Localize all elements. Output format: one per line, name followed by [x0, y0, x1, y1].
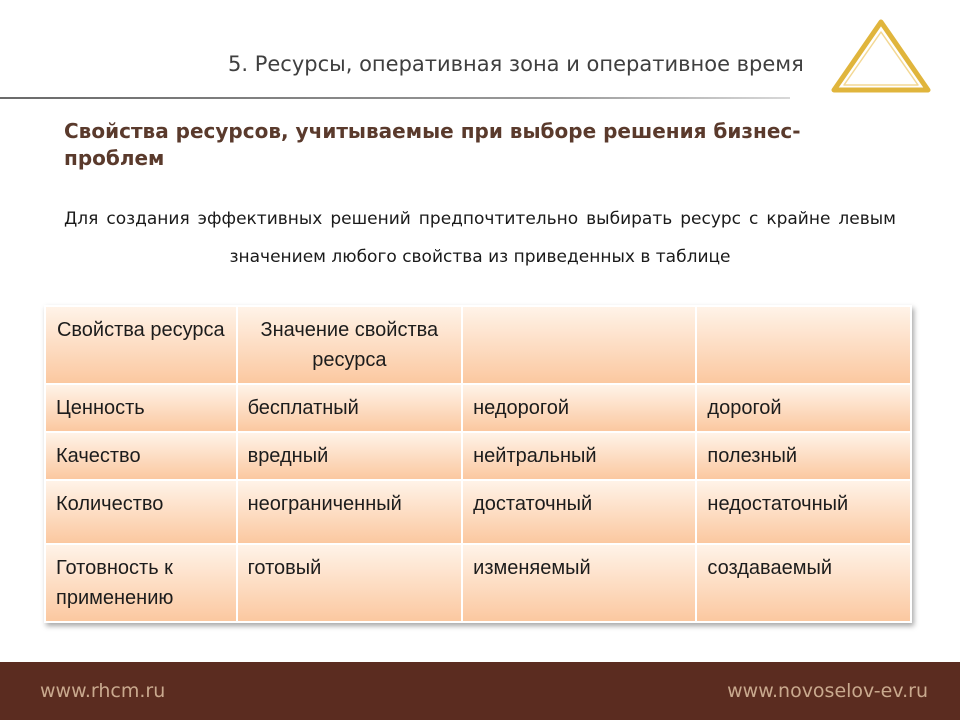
value-cell: нейтральный — [462, 432, 696, 480]
property-name-cell: Готовность к применению — [45, 544, 237, 622]
value-cell: готовый — [237, 544, 463, 622]
value-cell: достаточный — [462, 480, 696, 544]
header-cell: Значение свойства ресурса — [237, 306, 463, 384]
footer-bar — [0, 662, 960, 720]
table-row — [45, 384, 911, 432]
value-cell: вредный — [237, 432, 463, 480]
section-heading: Свойства ресурсов, учитываемые при выборе решения бизнес-проблем — [64, 119, 801, 170]
value-cell: создаваемый — [696, 544, 911, 622]
property-name-cell: Количество — [45, 480, 237, 544]
triangle-logo-icon — [830, 18, 932, 94]
value-cell: дорогой — [696, 384, 911, 432]
property-name-cell: Ценность — [45, 384, 237, 432]
slide-title: 5. Ресурсы, оперативная зона и оперативное время — [228, 52, 804, 76]
table-row — [45, 432, 911, 480]
header-cell — [696, 306, 911, 384]
footer-link-rhcm[interactable]: www.rhcm.ru — [40, 680, 166, 702]
value-cell: бесплатный — [237, 384, 463, 432]
intro-text: Для создания эффективных решений предпочтительно выбирать ресурс с крайне левым значением любого свойства из приведенных в таблице — [64, 209, 896, 267]
resource-properties-table — [44, 305, 912, 623]
footer-link-novoselov[interactable]: www.novoselov-ev.ru — [727, 680, 928, 702]
table-row — [45, 480, 911, 544]
value-cell: недорогой — [462, 384, 696, 432]
value-cell: недостаточный — [696, 480, 911, 544]
header-cell: Свойства ресурса — [45, 306, 237, 384]
table-row — [45, 544, 911, 622]
table-header-row — [45, 306, 911, 384]
value-cell: изменяемый — [462, 544, 696, 622]
header-cell — [462, 306, 696, 384]
value-cell: полезный — [696, 432, 911, 480]
title-rule — [0, 97, 790, 99]
value-cell: неограниченный — [237, 480, 463, 544]
property-name-cell: Качество — [45, 432, 237, 480]
